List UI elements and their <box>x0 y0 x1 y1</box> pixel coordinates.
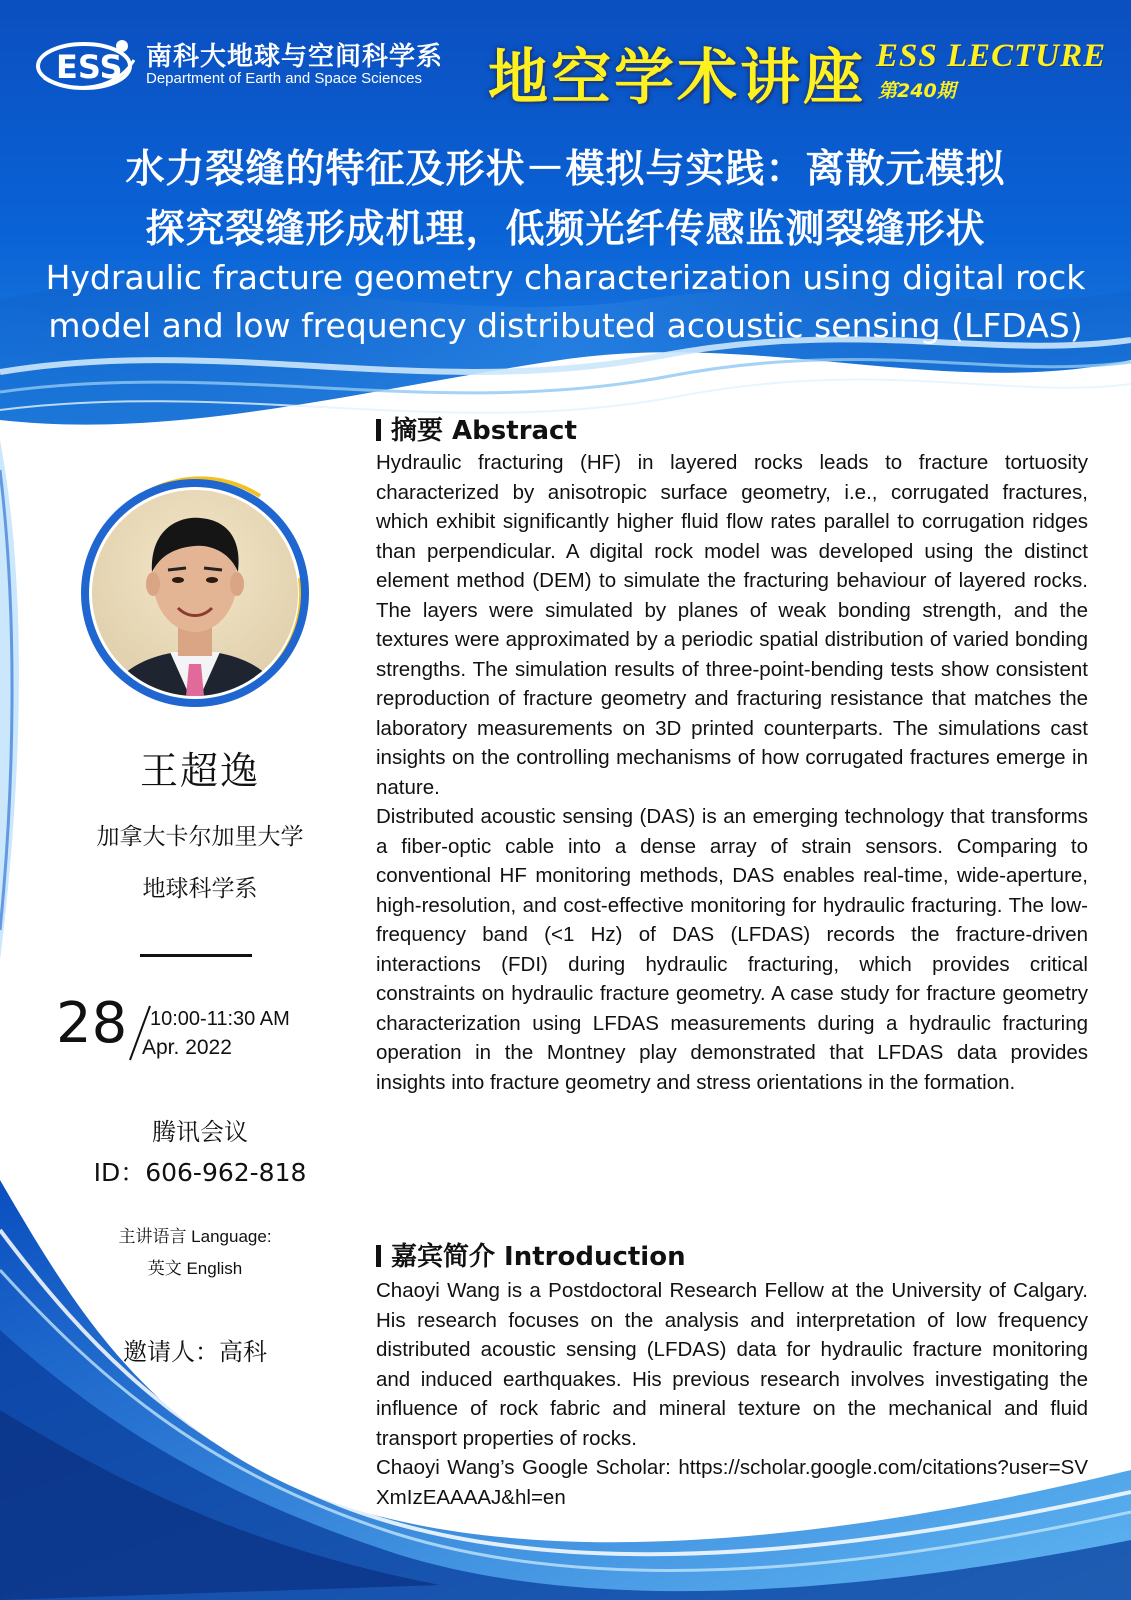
abstract-body <box>376 448 1088 1097</box>
lecture-title-cn-line2: 探究裂缝形成机理，低频光纤传感监测裂缝形状 <box>145 207 986 252</box>
introduction-heading-text: 嘉宾简介 Introduction <box>391 1242 686 1272</box>
heading-bar <box>376 419 381 441</box>
abstract-paragraph-1: Hydraulic fracturing (HF) in layered rocks leads to fracture tortuosity characterized by anisotropic surface geometry, i.e., corrugated fractures, which exhibit significantly higher fluid flow rates parallel to corrugation ridges than perpendicular. A digital rock model was developed using the distinct element method (DEM) to simulate the fracturing behaviour of layered rocks. The layers were simulated by planes of weak bonding strength, and the textures were approximated by a periodic spatial distribution of varied bonding strengths. The simulation results of three-point-bending tests show consistent reproduction of fracture geometry and fracturing resistance that matches the laboratory measurements on 3D printed counterparts. The simulations cast insights on the controlling mechanisms of how corrugated fractures emerge in nature. <box>376 451 1088 799</box>
lecture-title-en-line2: model and low frequency distributed acoustic sensing (LFDAS) <box>48 306 1083 345</box>
abstract-heading-text: 摘要 Abstract <box>391 416 577 446</box>
speaker-photo <box>70 468 320 718</box>
date-day: 28 <box>56 991 128 1056</box>
speaker-affiliation-university: 加拿大卡尔加里大学 <box>96 824 304 850</box>
month-year: Apr. 2022 <box>142 1036 232 1059</box>
speaker-affiliation-department: 地球科学系 <box>142 876 258 902</box>
department-name-cn: 南科大地球与空间科学系 <box>146 42 444 72</box>
time-range: 10:00-11:30 AM <box>150 1008 290 1030</box>
series-title-cn: 地空学术讲座 <box>488 43 866 113</box>
introduction-paragraph: Chaoyi Wang is a Postdoctoral Research Fellow at the University of Calgary. His research focuses on the analysis and interpretation of low frequency distributed acoustic sensing (LFDAS) data for hydraulic fracture monitoring and induced earthquakes. His previous research involves investigating the influence of rock fabric and mineral texture on the mechanical and fluid transport properties of rocks. <box>376 1279 1088 1450</box>
series-number: 第240期 <box>878 80 956 102</box>
introduction-heading <box>376 1236 686 1273</box>
google-scholar-link[interactable]: Chaoyi Wang’s Google Scholar: https://scholar.google.com/citations?user=SVXmIzEAAAAJ&hl=en <box>376 1456 1088 1509</box>
lecture-title-cn-line1: 水力裂缝的特征及形状－模拟与实践：离散元模拟 <box>125 147 1006 192</box>
meeting-id: ID：606-962-818 <box>93 1158 307 1187</box>
language-value: 英文 English <box>147 1259 243 1278</box>
department-name-en: Department of Earth and Space Sciences <box>146 70 422 87</box>
abstract-paragraph-2: Distributed acoustic sensing (DAS) is an emerging technology that transforms a fiber-optic cable into a dense array of strain sensors. Comparing to conventional HF monitoring methods, DAS enables real-time, wide-aperture, high-resolution, and cost-effective monitoring for hydraulic fracturing. The low-frequency band (<1 Hz) of DAS (LFDAS) records the fracture-driven interactions (FDI) during hydraulic fracturing, which provides critical constraints on hydraulic fracture geometry. A case study for fracture geometry characterization using LFDAS measurements during a hydraulic fracturing operation in the Montney play demonstrated that LFDAS data provides insights into fracture geometry and stress orientations in the formation. <box>376 805 1088 1094</box>
lecture-title-en-line1: Hydraulic fracture geometry characterization using digital rock <box>45 258 1086 297</box>
speaker-name: 王超逸 <box>139 749 260 793</box>
inviter: 邀请人：高科 <box>123 1338 267 1366</box>
heading-bar <box>376 1245 381 1267</box>
abstract-heading <box>376 410 577 447</box>
language-label: 主讲语言 Language: <box>118 1227 272 1246</box>
series-title-en: ESS LECTURE <box>876 38 1107 74</box>
divider <box>140 954 252 957</box>
meeting-platform: 腾讯会议 <box>152 1118 248 1146</box>
ess-logo <box>34 34 138 96</box>
logo-text: ESS <box>56 48 123 86</box>
introduction-body <box>376 1276 1088 1512</box>
